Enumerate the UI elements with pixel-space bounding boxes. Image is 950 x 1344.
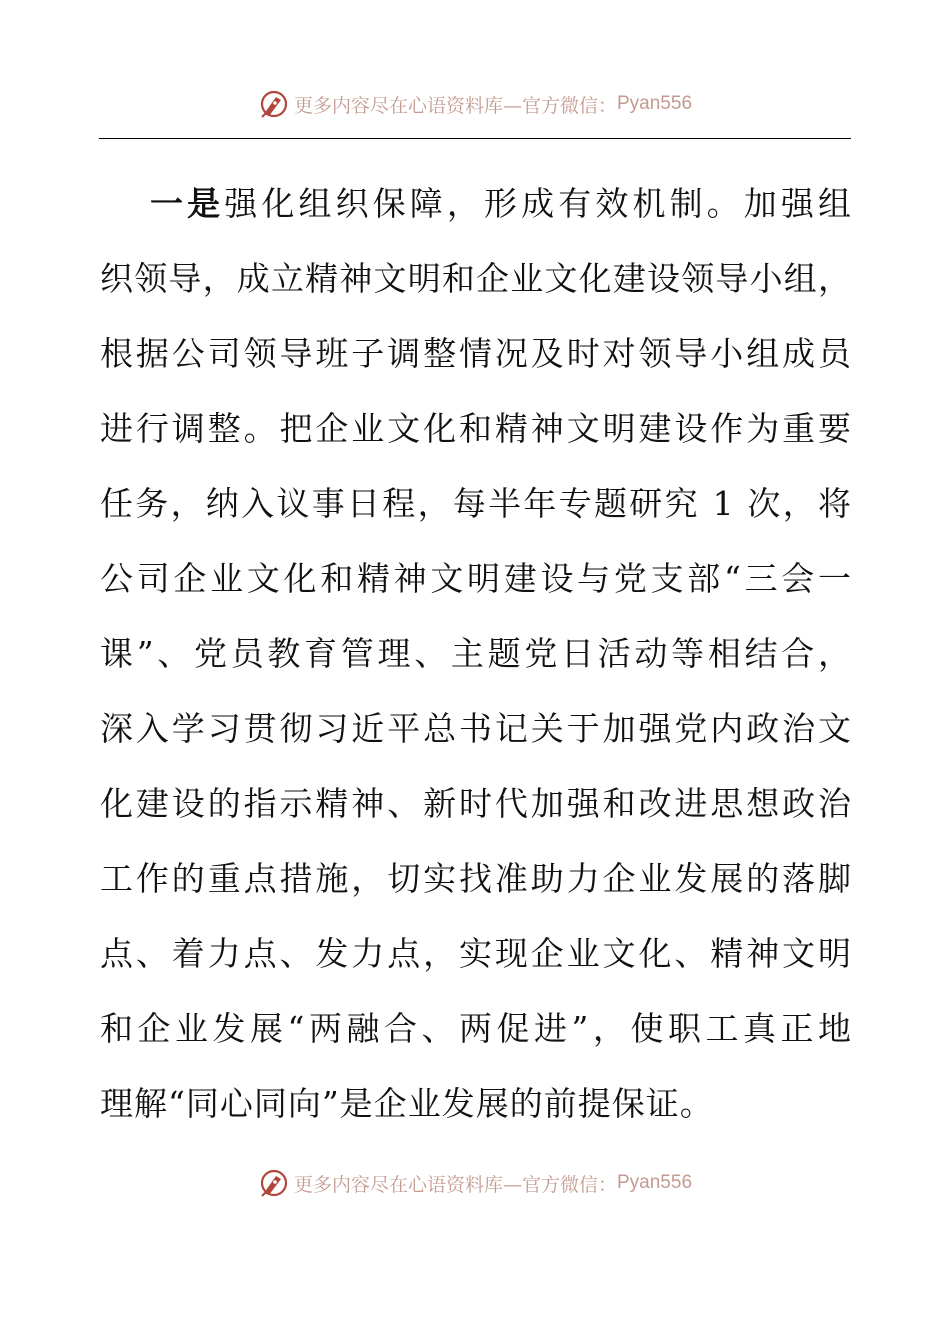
paragraph-line: 化建设的指示精神、新时代加强和改进思想政治 (100, 784, 852, 823)
paragraph-line: 点、着力点、发力点，实现企业文化、精神文明 (100, 934, 852, 973)
document-body (100, 166, 852, 1141)
watermark-text: 更多内容尽在心语资料库—官方微信： (293, 1173, 617, 1196)
paragraph-line: 公司企业文化和精神文明建设与党支部“三会一 (100, 559, 852, 598)
paragraph-line: 理解“同心同向”是企业发展的前提保证。 (100, 1084, 714, 1123)
first-line-text: 强化组织保障，形成有效机制。加强组 (224, 184, 853, 223)
watermark-wechat-id: Pyan556 (617, 1172, 693, 1193)
header-divider (99, 138, 851, 139)
paragraph-line: 进行调整。把企业文化和精神文明建设作为重要 (100, 409, 852, 448)
paragraph-line: 织领导，成立精神文明和企业文化建设领导小组， (100, 259, 852, 298)
watermark-wechat-id: Pyan556 (617, 93, 693, 114)
paragraph-line (100, 166, 852, 241)
lead-label: 一是 (150, 184, 225, 223)
paragraph-line: 工作的重点措施，切实找准助力企业发展的落脚 (100, 859, 852, 898)
paragraph-line: 课”、党员教育管理、主题党日活动等相结合， (100, 634, 852, 673)
header-watermark (0, 86, 950, 122)
paragraph-line: 深入学习贯彻习近平总书记关于加强党内政治文 (100, 709, 852, 748)
footer-watermark (0, 1165, 950, 1201)
watermark-text: 更多内容尽在心语资料库—官方微信： (293, 94, 617, 117)
paragraph-line: 和企业发展“两融合、两促进”，使职工真正地 (100, 1009, 852, 1048)
paragraph-line: 根据公司领导班子调整情况及时对领导小组成员 (100, 334, 852, 373)
pen-nib-circle-icon (258, 1167, 290, 1199)
paragraph-line: 任务，纳入议事日程，每半年专题研究 1 次，将 (100, 484, 852, 523)
pen-nib-circle-icon (258, 88, 290, 120)
